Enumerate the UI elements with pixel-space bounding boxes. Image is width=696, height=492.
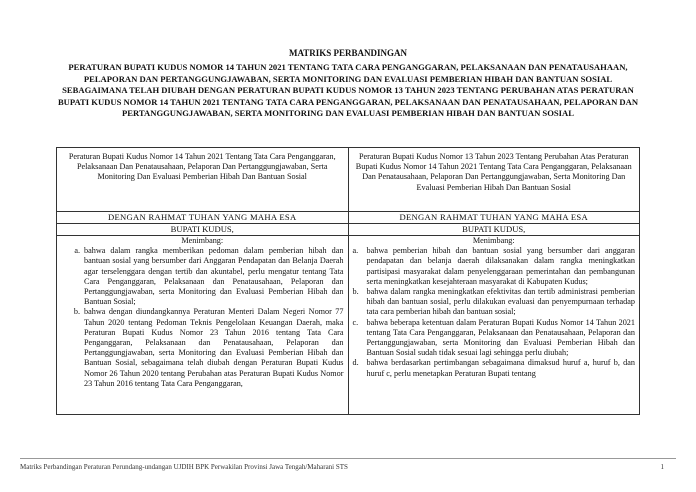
list-item [61, 246, 344, 307]
right-menimbang-cell [348, 236, 640, 415]
left-menimbang-label: Menimbang: [181, 236, 224, 245]
left-rahmat: DENGAN RAHMAT TUHAN YANG MAHA ESA [57, 212, 349, 224]
item-label: d. [352, 358, 359, 368]
list-item [61, 307, 344, 389]
list-item [353, 287, 636, 318]
right-column-header: Peraturan Bupati Kudus Nomor 13 Tahun 2023 Tentang Perubahan Atas Peraturan Bupati Kudus Nomor 14 Tahun 2021 Tentang Tata Cara Penganggaran, Pelaksanaan Dan Penatausahaan, Pelaporan Dan Pertanggungjawaban, Serta Monitoring Dan Evaluasi Pemberian Hibah Dan Bantuan Sosial [348, 148, 640, 212]
footer-divider [20, 458, 676, 459]
title-subtitle: PERATURAN BUPATI KUDUS NOMOR 14 TAHUN 2021 TENTANG TATA CARA PENGANGGARAN, PELAKSANAAN DAN PENATAUSAHAAN, PELAPORAN DAN PERTANGGUNGJAWABAN, SERTA MONITORING DAN EVALUASI PEMBERIAN HIBAH DAN BANTUAN SOSIAL SEBAGAIMANA TELAH DIUBAH DENGAN PERATURAN BUPATI KUDUS NOMOR 13 TAHUN 2023 TENTANG PERUBAHAN ATAS PERATURAN BUPATI KUDUS NOMOR 14 TAHUN 2021 TENTANG TATA CARA PENGANGGARAN, PELAKSANAAN DAN PENATAUSAHAAN, PELAPORAN DAN PERTANGGUNGJAWABAN, SERTA MONITORING DAN EVALUASI PEMBERIAN HIBAH DAN BANTUAN SOSIAL [57, 62, 639, 119]
page-footer [20, 463, 676, 471]
item-text: bahwa dengan diundangkannya Peraturan Menteri Dalam Negeri Nomor 77 Tahun 2020 tentang Pedoman Teknis Pengelolaan Keuangan Daerah, maka Peraturan Bupati Kudus Nomor 23 Tahun 2016 tentang Tata Cara Penganggaran, Pelaksanaan dan Penatausahaan, Pelaporan dan Pertanggungjawaban, serta Monitoring dan Evaluasi Pemberian Hibah dan Bantuan Sosial, sebagaimana telah diubah dengan Peraturan Bupati Kudus Nomor 26 Tahun 2020 tentang Perubahan atas Peraturan Bupati Kudus Nomor 23 Tahun 2016 tentang Tata Cara Penganggaran, [84, 307, 344, 388]
item-text: bahwa dalam rangka meningkatkan efektivitas dan tertib administrasi pemberian hibah dan bantuan sosial, perlu dilakukan evaluasi dan penyempurnaan terhadap tata cara pemberian hibah dan bantuan sosial; [366, 287, 635, 317]
list-item [353, 358, 636, 378]
item-label: a. [74, 246, 80, 256]
comparison-matrix [56, 147, 640, 415]
left-bupati: BUPATI KUDUS, [57, 224, 349, 236]
item-label: a. [352, 246, 359, 256]
item-text: bahwa beberapa ketentuan dalam Peraturan Bupati Kudus Nomor 14 Tahun 2021 tentang Tata Cara Penganggaran, Pelaksanaan dan Penatausahaan, Pelaporan dan Pertanggungjawaban, serta Monitoring dan Evaluasi Pemberian Hibah dan Bantuan Sosial sudah tidak sesuai lagi sehingga perlu diubah; [366, 317, 635, 358]
item-label: b. [352, 287, 359, 297]
item-label: c. [352, 317, 359, 327]
list-item [353, 318, 636, 359]
right-rahmat: DENGAN RAHMAT TUHAN YANG MAHA ESA [348, 212, 640, 224]
left-menimbang-cell [57, 236, 349, 415]
right-menimbang-label: Menimbang: [472, 236, 515, 245]
item-label: b. [73, 307, 80, 317]
list-item [353, 246, 636, 287]
document-title [52, 48, 644, 119]
item-text: bahwa dalam rangka memberikan pedoman dalam pemberian hibah dan bantuan sosial yang bersumber dari Anggaran Pendapatan dan Belanja Daerah agar terselenggara dengan tertib dan akuntabel, perlu mengatur tentang Tata Cara Penganggaran, Pelaksanaan dan Penatausahaan, Pelaporan dan Pertanggungjawaban, serta Monitoring dan Evaluasi Pemberian Hibah dan Bantuan Sosial; [84, 246, 344, 307]
item-text: bahwa pemberian hibah dan bantuan sosial yang bersumber dari anggaran pendapatan dan belanja daerah dilaksanakan dalam rangka meningkatkan partisipasi masyarakat dalam penyelenggaraan pemerintahan dan pembangunan serta meningkatkan kesejahteraan masyarakat di Kabupaten Kudus; [366, 246, 635, 286]
page-number: 1 [660, 463, 664, 471]
item-text: bahwa berdasarkan pertimbangan sebagaimana dimaksud huruf a, huruf b, dan huruf c, perlu menetapkan Peraturan Bupati tentang [366, 358, 635, 378]
left-column-header: Peraturan Bupati Kudus Nomor 14 Tahun 2021 Tentang Tata Cara Penganggaran, Pelaksanaan Dan Penatausahaan, Pelaporan Dan Pertanggungjawaban, Serta Monitoring Dan Evaluasi Pemberian Hibah Dan Bantuan Sosial [57, 148, 349, 212]
footer-text: Matriks Perbandingan Peraturan Perundang-undangan UJDIH BPK Perwakilan Provinsi Jawa Tengah/Maharani STS [20, 463, 348, 471]
right-bupati: BUPATI KUDUS, [348, 224, 640, 236]
title-heading: MATRIKS PERBANDINGAN [288, 48, 408, 58]
